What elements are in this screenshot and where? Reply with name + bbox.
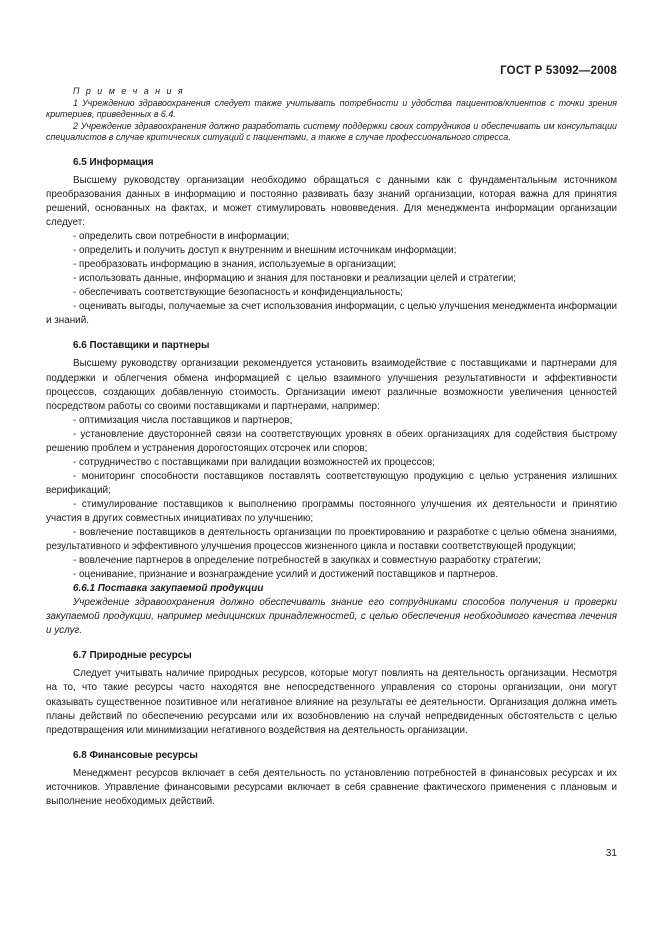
standard-number: ГОСТ Р 53092—2008 bbox=[500, 65, 617, 77]
paragraph: Следует учитывать наличие природных ресурсов, которые могут повлиять на деятельность организации. Несмотря на то, что такие ресурсы часто находятся вне непосредственного управления со стороны организации, они могут оказывать существенное позитивное или негативное влияние на результаты ее деятельности. Организация должна иметь планы действий по обеспечению ресурсами или их возобновлению на случай непредвиденных обстоятельств с целью предотвращения или минимизации негативного воздействия на деятельность организации. bbox=[46, 668, 617, 736]
page-content bbox=[46, 86, 617, 820]
list-item: - установление двусторонней связи на соответствующих уровнях в обеих организациях для содействия быстрому решению проблем и устранения дорогостоящих отсрочек или споров; bbox=[46, 428, 617, 454]
note-item: 2 Учреждение здравоохранения должно разработать систему поддержки своих сотрудников и обеспечивать им консультации специалистов в случае критических ситуаций с пациентами, а также в случае профессионального стресса. bbox=[46, 120, 617, 143]
section-heading: 6.8 Финансовые ресурсы bbox=[73, 749, 198, 761]
section-6-5 bbox=[46, 156, 617, 329]
section-6-6 bbox=[46, 339, 617, 638]
section-6-7 bbox=[46, 649, 617, 737]
section-heading: 6.5 Информация bbox=[73, 156, 154, 168]
document-page bbox=[46, 0, 617, 935]
list-item: - оценивание, признание и вознаграждение усилий и достижений поставщиков и партнеров. bbox=[73, 569, 498, 581]
list-item: - оптимизация числа поставщиков и партнеров; bbox=[73, 414, 293, 426]
section-6-8 bbox=[46, 749, 617, 809]
list-item: - определить свои потребности в информации; bbox=[73, 231, 290, 243]
list-item: - использовать данные, информацию и знания для постановки и реализации целей и стратегии; bbox=[73, 273, 516, 285]
list-item: - мониторинг способности поставщиков поставлять соответствующую продукцию с целью устранения излишних верификаций; bbox=[46, 470, 617, 496]
paragraph: Высшему руководству организации рекомендуется установить взаимодействие с поставщиками и партнерами для поддержки и облегчения обмена информацией с целью взаимного улучшения результативности и эффективности процессов, создающих добавленную стоимость. Организации имеют различные возможности увеличения ценностей посредством работы со своими поставщиками и партнерами, например: bbox=[46, 358, 617, 412]
page-number: 31 bbox=[605, 848, 617, 859]
list-item: - сотрудничество с поставщиками при валидации возможностей их процессов; bbox=[73, 456, 435, 468]
list-item: - вовлечение поставщиков в деятельность организации по проектированию и разработке с целью обмена знаниями, результативного и эффективного улучшения процессов жизненного цикла и поставки соответствующей продукции; bbox=[46, 527, 617, 553]
note-item: 1 Учреждению здравоохранения следует также учитывать потребности и удобства пациентов/клиентов с точки зрения критериев, приведенных в 6.4. bbox=[46, 97, 617, 120]
list-item: - вовлечение партнеров в определение потребностей в закупках и совместную разработку стратегии; bbox=[73, 555, 541, 567]
subsection-heading: 6.6.1 Поставка закупаемой продукции bbox=[73, 583, 264, 595]
notes-title: П р и м е ч а н и я bbox=[73, 86, 185, 96]
paragraph: Учреждение здравоохранения должно обеспечивать знание его сотрудниками способов получения и проверки закупаемой продукции, например медицинских принадлежностей, с целью обеспечения необходимого качества лечения и услуг. bbox=[46, 597, 617, 637]
paragraph: Менеджмент ресурсов включает в себя деятельность по установлению потребностей в финансовых ресурсах и их источников. Управление финансовыми ресурсами включает в себя сравнение фактического применения с плановым и выполнение необходимых действий. bbox=[46, 767, 617, 807]
notes-block bbox=[46, 86, 617, 144]
list-item: - стимулирование поставщиков к выполнению программы постоянного улучшения их деятельности и принятию участия в других совместных инициативах по улучшению; bbox=[46, 498, 617, 524]
list-item: - оценивать выгоды, получаемые за счет использования информации, с целью улучшения менеджмента информации и знаний. bbox=[46, 301, 617, 327]
paragraph: Высшему руководству организации необходимо обращаться с данными как с фундаментальным источником преобразования данных в информацию и постоянно развивать базу знаний организации, которая важна для принятия решений, основанных на фактах, и может стимулировать нововведения. Для менеджмента информации организации следует: bbox=[46, 174, 617, 229]
list-item: - преобразовать информацию в знания, используемые в организации; bbox=[73, 259, 397, 271]
section-heading: 6.6 Поставщики и партнеры bbox=[73, 340, 210, 352]
list-item: - определить и получить доступ к внутренним и внешним источникам информации; bbox=[73, 245, 457, 257]
section-heading: 6.7 Природные ресурсы bbox=[73, 650, 192, 662]
list-item: - обеспечивать соответствующие безопасность и конфиденциальность; bbox=[73, 287, 403, 299]
